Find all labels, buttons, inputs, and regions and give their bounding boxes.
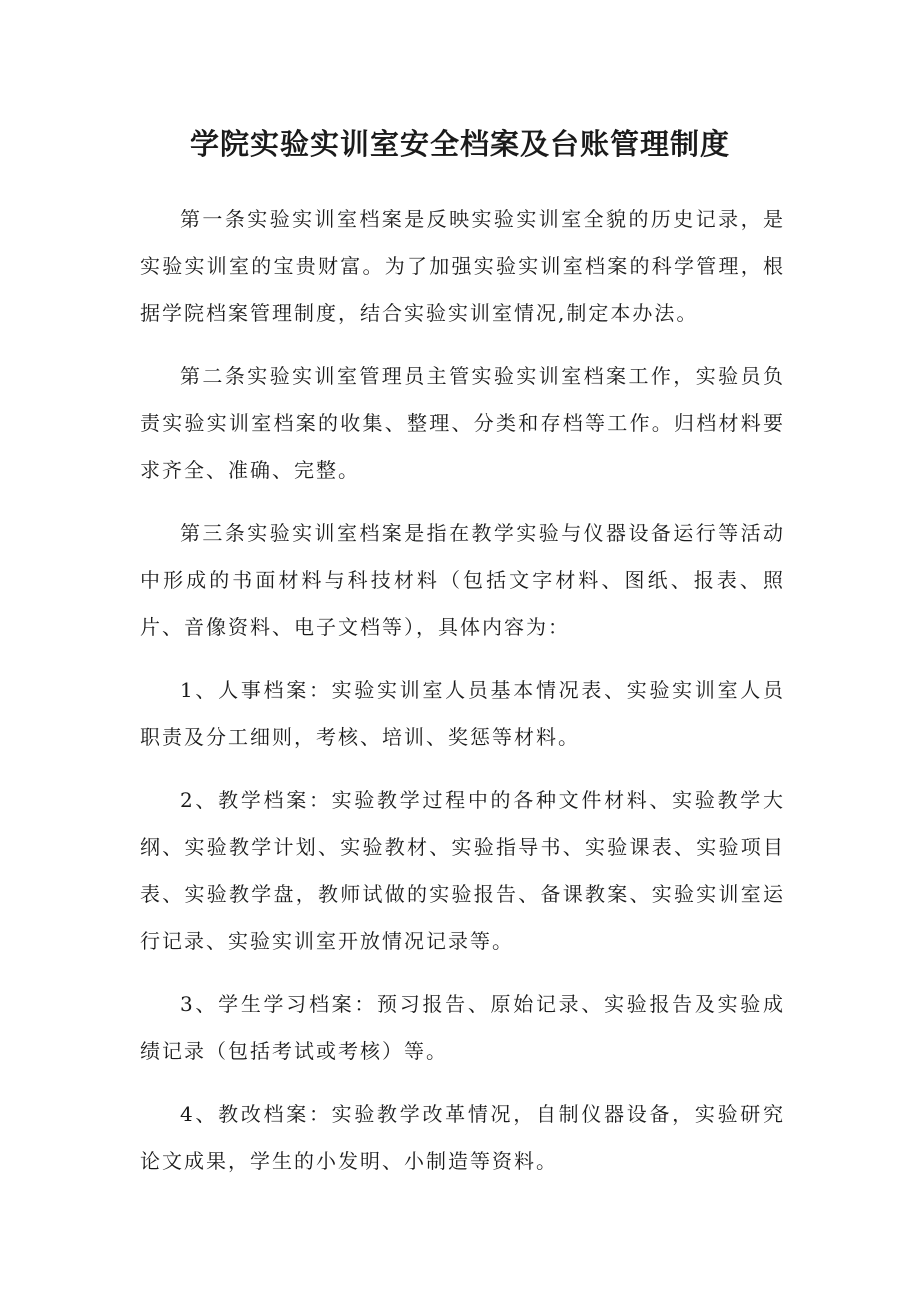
paragraph-article-1: 第一条实验实训室档案是反映实验实训室全貌的历史记录，是实验实训室的宝贵财富。为了加强实验实训室档案的科学管理，根据学院档案管理制度，结合实验实训室情况,制定本办法。 bbox=[140, 207, 785, 325]
document-body bbox=[140, 196, 785, 1201]
paragraph-item-reform: 4、教改档案：实验教学改革情况，自制仪器设备，实验研究论文成果，学生的小发明、小制造等资料。 bbox=[140, 1102, 785, 1173]
paragraph-item-student: 3、学生学习档案：预习报告、原始记录、实验报告及实验成绩记录（包括考试或考核）等。 bbox=[140, 992, 785, 1063]
document-title: 学院实验实训室安全档案及台账管理制度 bbox=[189, 127, 730, 161]
paragraph-article-2: 第二条实验实训室管理员主管实验实训室档案工作，实验员负责实验实训室档案的收集、整理、分类和存档等工作。归档材料要求齐全、准确、完整。 bbox=[140, 364, 785, 482]
paragraph-item-personnel: 1、人事档案：实验实训室人员基本情况表、实验实训室人员职责及分工细则，考核、培训、奖惩等材料。 bbox=[140, 678, 785, 749]
paragraph-article-3: 第三条实验实训室档案是指在教学实验与仪器设备运行等活动中形成的书面材料与科技材料（包括文字材料、图纸、报表、照片、音像资料、电子文档等），具体内容为： bbox=[140, 521, 785, 639]
paragraph-item-teaching: 2、教学档案：实验教学过程中的各种文件材料、实验教学大纲、实验教学计划、实验教材、实验指导书、实验课表、实验项目表、实验教学盘，教师试做的实验报告、备课教案、实验实训室运行记录、实验实训室开放情况记录等。 bbox=[140, 788, 785, 953]
